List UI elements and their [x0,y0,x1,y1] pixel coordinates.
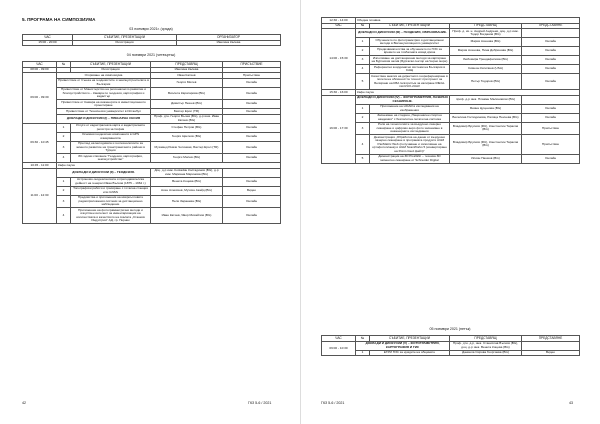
session-title: ДОКЛАДИ И ДИСКУСИИ (II) – ГЕОДЕЗИЯ. [57,168,151,177]
presenter-cell: Венета Коцева (BG) [151,177,223,186]
presenter-cell: Георги Милев [151,78,223,87]
table-row [23,141,281,154]
table-row [23,195,281,208]
break-label: Кафе пауза [57,163,281,169]
attendance-cell: Онлайн [223,177,281,186]
break-label: Кафе пауза [356,90,580,96]
event-cell: Приветствие от Камара на инженерите в инвестиционното проектиране [57,100,151,109]
break-label: Обедна почивка [356,18,580,24]
presenter-cell: Иван Катиев, Явор Михайлов (BG) [151,208,223,224]
session-row [23,114,281,123]
attendance-cell: Онлайн [223,109,281,115]
num-cell: 2 [57,132,71,141]
journal-footer: ГКЗ 5-6 / 2021 [321,401,345,405]
presenter-cell: Илиян Пашков (BG) [450,154,522,163]
header-cell: ЧАС [23,35,73,41]
attendance-cell: Онлайн [522,154,580,163]
session-title: ДОКЛАДИ И ДИСКУСИИ (V) – ФОТОГРАМЕТРИЯ, КАРТОГРАФИЯ И ГИС [356,341,450,350]
table-row [322,74,580,90]
presenter-cell: Любомира Трендафилова (BG) [450,56,522,65]
time-cell: 09:00 - 10:30 [322,341,356,356]
right-page [300,0,600,424]
table-row [23,100,281,109]
header-cell: СЪБИТИЕ, ПРЕЗЕНТАЦИИ [73,35,177,41]
attendance-cell: Онлайн [522,113,580,122]
event-cell: ЕГРИ ГИС за нуждите на общините [370,350,450,356]
attendance-cell: Онлайн [522,104,580,113]
table-row [322,104,580,113]
header-cell: ОРГАНИЗАТОР [177,35,281,41]
table-row [23,154,281,163]
time-cell: 09:30 - 10:45 [23,123,57,163]
event-cell: Преглед на методиката и геотехнологиите за земното развитие на трансграничните райони в Турция [71,141,151,154]
schedule-table-day3 [321,335,580,356]
header-cell: ПРЕДСТАВЯНЕ [522,336,580,342]
num-cell: 5 [356,154,370,163]
presenter-cell: Иван Кaтиев [151,73,223,79]
table-row [322,65,580,74]
registration-table [22,34,281,46]
table-row [23,40,281,46]
time-cell: 11:00 - 12:30 [23,168,57,224]
attendance-cell: Онлайн [223,195,281,208]
event-cell: Основни геодезични компоненти в GPS измерванията [71,132,151,141]
table-row [23,123,281,132]
presenter-cell: Димитър Пешев (BG) [151,100,223,109]
table-row [322,122,580,135]
journal-footer: ГКЗ 5-6 / 2021 [248,401,272,405]
event-cell: Регистрация [73,40,177,46]
event-cell: Приложение на LIDAR в изследвания на изображения [370,104,450,113]
event-cell: Предимства и приложения на микроъгловите радиоприложения системи за дистанционно наблюдение [71,195,151,208]
header-cell: ЧАС [23,62,57,68]
session-row [23,168,281,177]
presenter-cell: Владимир Брусков (RU), Константин Тарасов (BG) [450,135,522,155]
attendance-cell: Онлайн [223,100,281,109]
num-cell: 4 [57,208,71,224]
event-cell: Приветствие от Технически университет в Истанбул [57,109,151,115]
table-row [322,350,580,356]
date-heading: 05 ноември 2021 (петък) [429,327,471,331]
event-cell: Демонстрация „Обработка на данни от въздушно лазерно сканиране в програмата продукти AGM PanMatrix Web (получаване и използване на ортофотоплана) и AGM ScanWorks 5 (конвертиране на Point cloud файл)" [370,135,450,155]
header-cell: СЪБИТИЕ, ПРЕЗЕНТАЦИИ [370,336,450,342]
presenter-cell: Нели Заранева (BG) [151,195,223,208]
section-title: 5. ПРОГРАМА НА СИМПОЗИУМА [22,17,96,22]
table-row [23,177,281,186]
time-cell: 15:00 - 20:00 [23,40,73,46]
event-cell: Регистрация [71,67,151,73]
header-cell: № [356,23,370,29]
num-cell: 1 [356,104,370,113]
attendance-cell: Онлайн [522,38,580,47]
time-cell: 08:00 - 09:00 [23,67,57,73]
num-cell: 2 [356,47,370,56]
presenter-cell: Мария Асенова (BG) [450,38,522,47]
event-cell: Референтни координатни системи на България в САЩ [370,65,450,74]
schedule-table [321,17,580,164]
event-cell: Роля на технологиите за въздушно лазерно сканиране и цифрово аеро фото заснемане в инженерните изследвания [370,122,450,135]
attendance-cell: Видео [223,186,281,195]
attendance-cell: Онлайн [223,141,281,154]
num-cell: 1 [356,350,370,356]
header-cell: ПРЕДСТАВЯНЕ [522,23,580,29]
event-cell: Заснемане на стадион „Национален спортен академия" с безпилотна летателна система [370,113,450,122]
time-cell: 15:30 - 16:00 [322,90,356,96]
table-row [23,132,281,141]
attendance-cell: Онлайн [522,65,580,74]
attendance-cell: Присъствие [522,122,580,135]
num-cell: 5 [356,74,370,90]
session-chairs: Доц. д-р инж. Кostadин Костадинов (BG), д-р инж. Мариана Маринова (BG) [151,168,223,177]
table-row [322,38,580,47]
attendance-cell: Онлайн [223,87,281,100]
session-chairs: Проф. дтн. Георги Вълев (BG), д-р инж. Иван Катиев (BG) [151,114,223,123]
page-number: 43 [569,401,573,405]
presenter-cell: Стефан Петров (BG) [151,123,223,132]
event-cell: Астрономо-геодезическата и преподавателска дейност на генерал Иван Вълков (1875 – 1962 г.) [71,177,151,186]
session-chairs: Проф. д. ик. н. Андрей Андреев, доц. д-р инж. Тодор Богданов (BG) [450,29,522,38]
header-cell: ПРЕДСТАВЯЩ [151,62,223,68]
event-cell: Предизвикателства за обучението по ГИС за времето на глобалната ковид криза [370,47,450,56]
event-cell: Приложение на фотограмметрични методи и изкуствен интелект за инвентаризация на количествата и качеството на скалата „Станков Индустрия" АД, гр. Перник [71,208,151,224]
event-cell: Обучението по фотограметрия и дистанционни методи в Висшеучилищното университет [370,38,450,47]
table-row [322,135,580,155]
table-row [23,208,281,224]
header-cell: СЪБИТИЕ, ПРЕЗЕНТАЦИИ [370,23,450,29]
attendance-cell: Онлайн [223,123,281,132]
attendance-cell: Онлайн [522,56,580,65]
table-row [23,87,281,100]
session-row [322,341,580,350]
event-cell: Услуги от кадастралната карта и кадастралните регистри за София [71,123,151,132]
table-row [322,56,580,65]
time-cell: 09:00 - 09:30 [23,73,57,124]
num-cell: 2 [57,186,71,195]
time-cell: 16:00 - 17:30 [322,95,356,163]
event-cell: Приветствие от Министерство на регионалното развитие и благоустройството – Камара по геодезия, картография и кадастър [57,87,151,100]
event-cell: Качествен анализ на директното геореферениране в полета на облачността точност при проект за Белирани на КВА /алгоритъм за калиране RIEGL miniVUX-2UAV [371,73,448,88]
presenter-cell: Мария Асенова, Нина Добринова (BG) [450,47,522,56]
table-row [322,113,580,122]
table-row [23,186,281,195]
header-cell: № [57,62,71,68]
schedule-table [22,61,281,224]
num-cell: 1 [57,177,71,186]
num-cell: 2 [356,113,370,122]
header-cell: ПРЕДСТАВЯЩ [450,23,522,29]
num-cell: 3 [57,141,71,154]
session-title: ДОКЛАДИ И ДИСКУСИИ (I) – ПЛЕНАРНА СЕСИЯ [57,114,151,123]
session-row [322,95,580,104]
header-cell: ЧАС [322,23,356,29]
date-heading: 04 ноември 2021 (четвъртък) [126,53,176,57]
presenter-cell: Петър Тодоров (BG) [450,74,522,90]
presenter-cell: Виолета Каратарова (BG) [151,87,223,100]
presenter-cell: Даниела Сирова Георгиева (BG) [450,350,522,356]
header-cell: ПРИСЪСТВИЕ [223,62,281,68]
attendance-cell: Онлайн [223,78,281,87]
event-cell: Топографски работи и трасиране с тотална станция или GNSS [71,186,151,195]
num-cell: 4 [356,65,370,74]
presenter-cell: Симеон Катилиев (USA) [450,65,522,74]
session-chairs: Проф. дтн. д-р, инж. Станислав Вълков (BG), доц. д-р инж. Венета Коцева (BG) [450,341,522,350]
presenter-cell: Владимир Брусков (RU), Константин Тарасов (BG) [450,122,522,135]
presenter-cell: Мухамед Ремзи Четинкая, Бахтер Ерол (TR) [151,141,223,154]
session-chairs: проф. д-р инж. Пламен Малиновски (BG) [450,95,522,104]
presenter-cell: Веселина Господинова, Ралица Ненчева (BG) [450,113,522,122]
time-cell: 14:00 - 15:30 [322,29,356,90]
header-cell: ПРЕДСТАВЯЩ [450,336,522,342]
attendance-cell: Присъствие [522,135,580,155]
num-cell: 4 [57,154,71,163]
session-row [322,29,580,38]
date-heading: 03 ноември 2021г. (сряда) [129,27,173,31]
num-cell: 3 [356,122,370,135]
attendance-cell: Видео [522,350,580,356]
presenter-cell: Георги Цветков (BG) [151,132,223,141]
event-cell: Приветствие от Съюза на геодезистите и землеустроителите в България [58,78,149,86]
num-cell: 1 [356,38,370,47]
table-row [322,47,580,56]
table-row [23,78,281,87]
num-cell: 4 [356,135,370,155]
presenter-cell: Янина Цуценова (BG) [450,104,522,113]
presenter-cell: Георги Милев (BG) [151,154,223,163]
session-title: ДОКЛАДИ И ДИСКУСИИ (III) – ГЕОДЕЗИЯ, ОБРАЗОВАНИЕ. [356,29,450,38]
presenter-cell: Асен Алексиев, Мухсин Акайд (BG) [151,186,223,195]
presenter-cell: Ивелина Калева [151,67,223,73]
attendance-cell: Онлайн [223,208,281,224]
time-cell: 10:45 - 11:00 [23,163,57,169]
session-title: ДОКЛАДИ И ДИСКУСИИ (IV) – ФОТОГРАМЕТРИЯ, ЛАЗЕРНО СКАНИРАНЕ. [357,95,448,103]
num-cell: 3 [356,56,370,65]
attendance-cell: Присъствие [223,73,281,79]
attendance-cell: Онлайн [522,74,580,90]
event-cell: 80 години списание "Геодезия, картография, землеустройство" [71,154,151,163]
presenter-cell: Бахтер Ерол (TR) [151,109,223,115]
header-cell: № [356,336,370,342]
attendance-cell: Онлайн [223,132,281,141]
page-number: 42 [22,401,26,405]
attendance-cell: Онлайн [223,154,281,163]
time-cell: 12:30 - 14:00 [322,18,356,24]
num-cell: 3 [57,195,71,208]
event-cell: Демонстрация на 3D PicaWilc – техника 3D моментно сканиране от Schneider Digital [370,154,450,163]
event-cell: Откриване на симпозиума [57,73,151,79]
organizer-cell: Ивелина Калева [177,40,281,46]
num-cell: 1 [57,123,71,132]
header-cell: СЪБИТИЕ, ПРЕЗЕНТАЦИИ [71,62,151,68]
attendance-cell: Онлайн [522,47,580,56]
table-row [322,154,580,163]
header-cell: ЧАС [322,336,356,342]
event-cell: Използване на дистанционни методи за картиране на Бургаския залив (Бургаски сектор на Черно море) [370,56,450,65]
